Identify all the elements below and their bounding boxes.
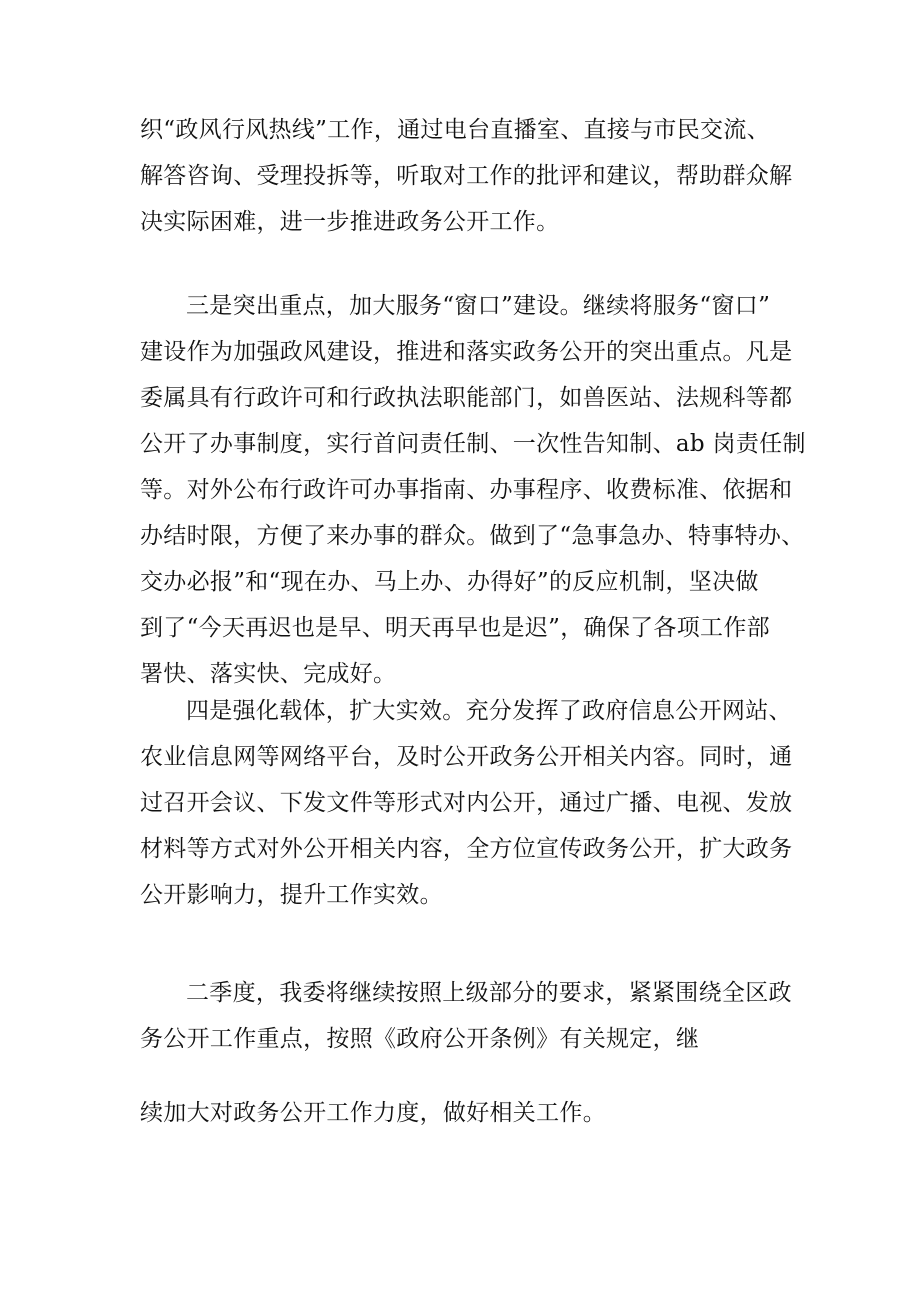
paragraph-2 bbox=[140, 283, 806, 697]
text-line: 解答咨询、受理投拆等，听取对工作的批评和建议，帮助群众解 bbox=[140, 163, 793, 189]
text-line: 公开影响力，提升工作实效。 bbox=[140, 882, 443, 908]
paragraph-3 bbox=[140, 688, 800, 918]
text-line: 公开了办事制度，实行首问责任制、一次性告知制、ab 岗责任制 bbox=[140, 431, 806, 457]
text-line: 到了“今天再迟也是早、明天再早也是迟”，确保了各项工作部 bbox=[140, 615, 770, 641]
text-line: 务公开工作重点，按照《政府公开条例》有关规定，继 bbox=[140, 1026, 700, 1052]
paragraph-4 bbox=[140, 970, 800, 1062]
text-line: 交办必报”和“现在办、马上办、办得好”的反应机制，坚决做 bbox=[140, 569, 759, 595]
paragraph-1 bbox=[140, 107, 800, 245]
text-line: 农业信息网等网络平台，及时公开政务公开相关内容。同时，通 bbox=[140, 744, 793, 770]
text-line: 等。对外公布行政许可办事指南、办事程序、收费标准、依据和 bbox=[140, 477, 793, 503]
text-line: 续加大对政务公开工作力度，做好相关工作。 bbox=[140, 1100, 606, 1126]
text-line: 二季度，我委将继续按照上级部分的要求，紧紧围绕全区政 bbox=[186, 980, 792, 1006]
paragraph-5 bbox=[140, 1090, 800, 1136]
text-line: 署快、落实快、完成好。 bbox=[140, 661, 397, 687]
text-line: 办结时限，方便了来办事的群众。做到了“急事急办、特事特办、 bbox=[140, 523, 805, 549]
text-line: 材料等方式对外公开相关内容，全方位宣传政务公开，扩大政务 bbox=[140, 836, 793, 862]
text-line: 三是突出重点，加大服务“窗口”建设。继续将服务“窗口” bbox=[186, 293, 771, 319]
text-line: 决实际困难，进一步推进政务公开工作。 bbox=[140, 209, 560, 235]
text-line: 建设作为加强政风建设，推进和落实政务公开的突出重点。凡是 bbox=[140, 339, 793, 365]
text-line: 委属具有行政许可和行政执法职能部门，如兽医站、法规科等都 bbox=[140, 385, 793, 411]
text-line: 四是强化载体，扩大实效。充分发挥了政府信息公开网站、 bbox=[186, 698, 792, 724]
text-line: 过召开会议、下发文件等形式对内公开，通过广播、电视、发放 bbox=[140, 790, 793, 816]
text-line: 织“政风行风热线”工作，通过电台直播室、直接与市民交流、 bbox=[140, 117, 770, 143]
